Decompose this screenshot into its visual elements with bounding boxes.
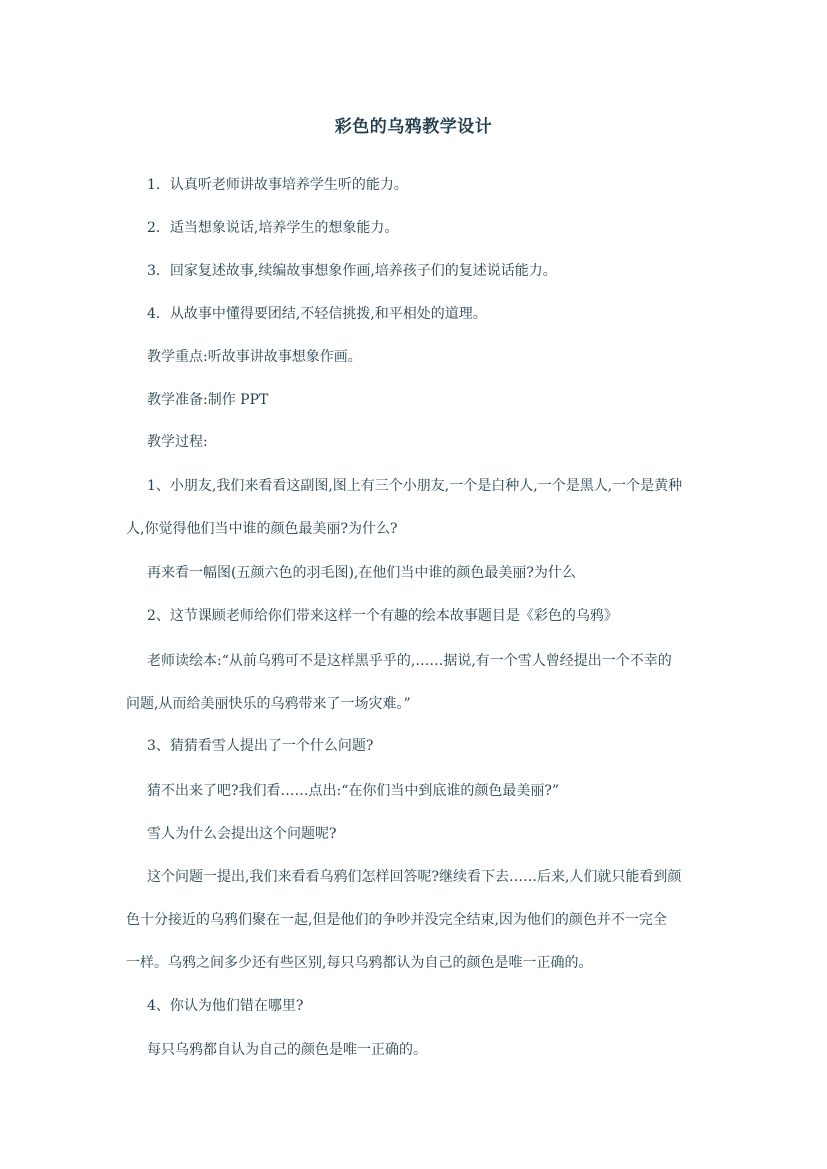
document-title: 彩色的乌鸦教学设计 [334,117,493,137]
answer-line-2: 色十分接近的乌鸦们聚在一起,但是他们的争吵并没完全结束,因为他们的颜色并不一完全 [126,912,667,928]
objective-3-text: 3．回家复述故事,续编故事想象作画,培养孩子们的复述说话能力。 [147,263,557,279]
step-2-text: 2、这节课顾老师给你们带来这样一个有趣的绘本故事题目是《彩色的乌鸦》 [147,608,618,624]
step-1-followup [126,552,706,594]
step-4 [126,985,706,1027]
answer [126,856,706,898]
process-heading [126,421,706,463]
objective-4-text: 4．从故事中懂得要团结,不轻信挑拨,和平相处的道理。 [147,306,487,322]
step-4-answer [126,1029,706,1071]
step-3 [126,725,706,767]
answer-line-1: 这个问题一提出,我们来看看乌鸦们怎样回答呢?继续看下去……后来,人们就只能看到颜 [147,869,682,885]
objective-2 [126,207,706,249]
preparation [126,379,706,421]
reading-continued [126,683,706,725]
step-4-answer-text: 每只乌鸦都自认为自己的颜色是唯一正确的。 [147,1042,427,1058]
objective-4 [126,293,706,335]
step-3-text: 3、猜猜看雪人提出了一个什么问题? [147,738,374,754]
step-1-line-1: 1、小朋友,我们来看看这副图,图上有三个小朋友,一个是白种人,一个是黑人,一个是黄种 [147,478,683,494]
guess [126,770,706,812]
answer-line-3: 一样。乌鸦之间多少还有些区别,每只乌鸦都认为自己的颜色是唯一正确的。 [126,955,593,971]
step-2 [126,595,706,637]
reading-line-1: 老师读绘本:“从前乌鸦可不是这样黑乎乎的,……据说,有一个雪人曾经提出一个不幸的 [147,653,672,669]
objective-1 [126,164,706,206]
why [126,813,706,855]
objective-1-text: 1．认真听老师讲故事培养学生听的能力。 [147,177,408,193]
why-text: 雪人为什么会提出这个问题呢? [147,826,337,842]
preparation-text: 教学准备:制作 PPT [147,392,269,408]
step-1 [126,465,706,507]
key-point-text: 教学重点:听故事讲故事想象作画。 [147,349,362,365]
reading-line-2: 问题,从而给美丽快乐的乌鸦带来了一场灾难。” [126,696,411,712]
answer-continued-2 [126,942,706,984]
step-4-text: 4、你认为他们错在哪里? [147,998,304,1014]
objective-3 [126,250,706,292]
guess-text: 猜不出来了吧?我们看……点出:“在你们当中到底谁的颜色最美丽?” [147,783,560,799]
answer-continued-1 [126,899,706,941]
reading [126,640,706,682]
step-1-continued [126,508,706,550]
objective-2-text: 2．适当想象说话,培养学生的想象能力。 [147,220,399,236]
step-1-line-2: 人,你觉得他们当中谁的颜色最美丽?为什么? [126,521,398,537]
step-1-followup-text: 再来看一幅图(五颜六色的羽毛图),在他们当中谁的颜色最美丽?为什么 [147,565,576,581]
key-point [126,336,706,378]
process-heading-text: 教学过程: [147,434,208,450]
